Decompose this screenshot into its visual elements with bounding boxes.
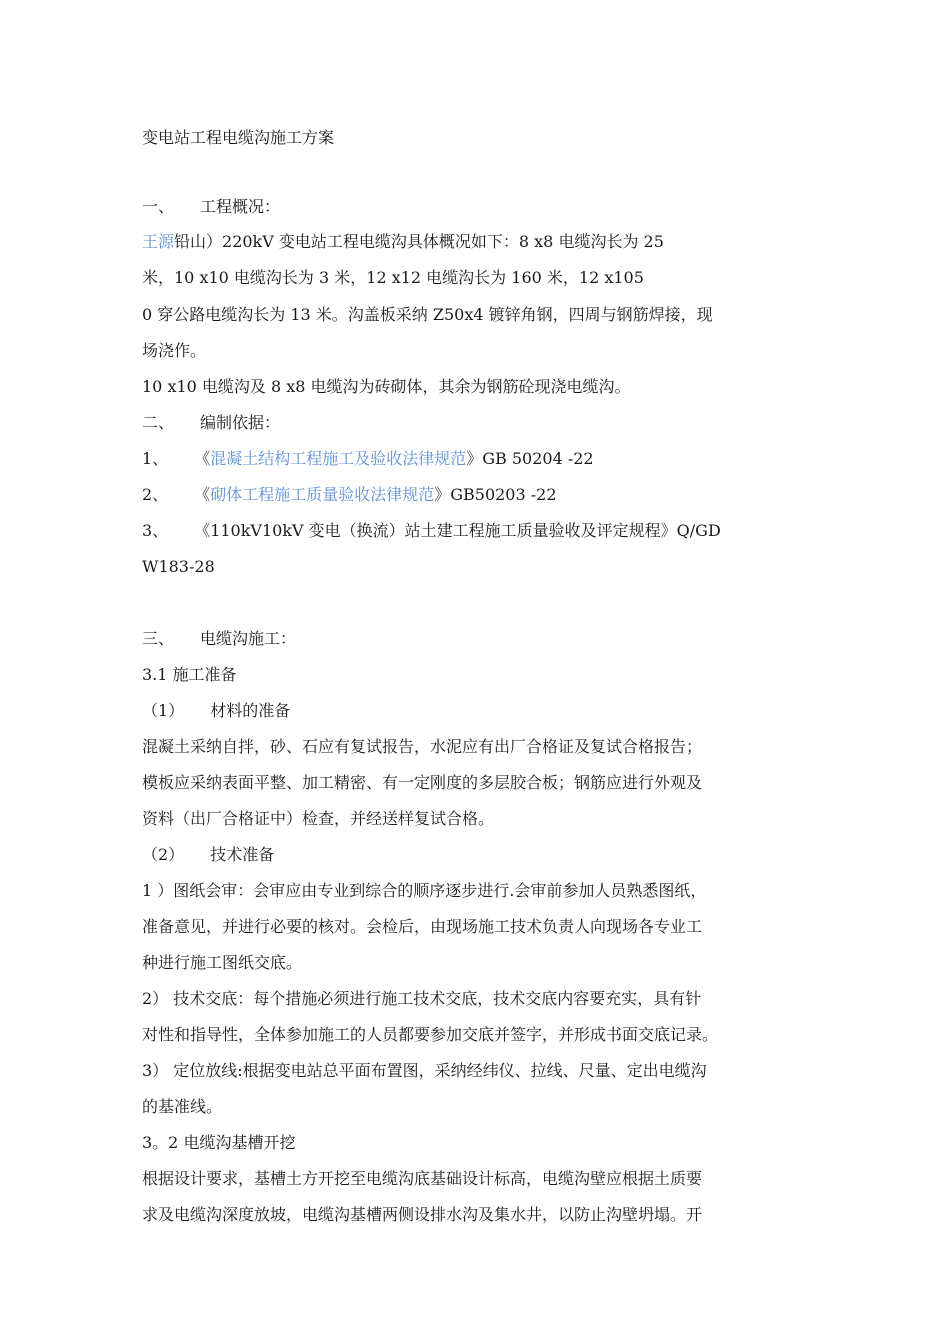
section-title: 电缆沟施工： — [200, 629, 297, 648]
paragraph-line: 场浇作。 — [142, 341, 207, 360]
paragraph-line: 求及电缆沟深度放坡，电缆沟基槽两侧设排水沟及集水井，以防止沟壁坍塌。开 — [142, 1205, 703, 1224]
reference-item-1: 1、 《混凝土结构工程施工及验收法律规范》GB 50204 -22 — [142, 449, 594, 468]
paragraph-line: 种进行施工图纸交底。 — [142, 953, 303, 972]
reference-item-3: 3、 《110kV10kV 变电（换流）站土建工程施工质量验收及评定规程》Q/GD — [142, 521, 721, 540]
paragraph-line: 混凝土采纳自拌，砂、石应有复试报告，水泥应有出厂合格证及复试合格报告； — [142, 737, 703, 756]
paragraph-line: 王源铅山）220kV 变电站工程电缆沟具体概况如下：8 x8 电缆沟长为 25 — [142, 232, 664, 251]
paragraph-line: 米，10 x10 电缆沟长为 3 米，12 x12 电缆沟长为 160 米，12 x105 — [142, 268, 644, 287]
inline-link[interactable]: 王源 — [142, 232, 175, 251]
paragraph-line: 准备意见，并进行必要的核对。会检后，由现场施工技术负责人向现场各专业工 — [142, 917, 703, 936]
section-number: 三、 — [142, 629, 175, 648]
reference-item-2: 2、 《砌体工程施工质量验收法律规范》GB50203 -22 — [142, 485, 557, 504]
reference-link[interactable]: 混凝土结构工程施工及验收法律规范 — [210, 449, 467, 468]
paragraph-line: 对性和指导性，全体参加施工的人员都要参加交底并签字，并形成书面交底记录。 — [142, 1025, 719, 1044]
sub-item-heading: （1） 材料的准备 — [142, 701, 291, 720]
paragraph-line: W183-28 — [142, 557, 215, 576]
paragraph-line: 0 穿公路电缆沟长为 13 米。沟盖板采纳 Z50x4 镀锌角钢，四周与钢筋焊接，现 — [142, 305, 713, 324]
paragraph-line: 模板应采纳表面平整、加工精密、有一定刚度的多层胶合板；钢筋应进行外观及 — [142, 773, 703, 792]
paragraph-line: 的基准线。 — [142, 1097, 223, 1116]
paragraph-line: 1 ）图纸会审：会审应由专业到综合的顺序逐步进行.会审前参加人员熟悉图纸， — [142, 881, 707, 900]
section-title: 编制依据： — [200, 413, 281, 432]
paragraph-line: 资料（出厂合格证中）检查，并经送样复试合格。 — [142, 809, 495, 828]
section-3-heading — [142, 629, 296, 649]
sub-item-heading: （2） 技术准备 — [142, 845, 275, 864]
section-2-heading — [142, 413, 280, 433]
section-title: 工程概况： — [200, 197, 281, 216]
section-1-heading — [142, 197, 280, 217]
reference-link[interactable]: 砌体工程施工质量验收法律规范 — [210, 485, 435, 504]
paragraph-line: 3） 定位放线:根据变电站总平面布置图，采纳经纬仪、拉线、尺量、定出电缆沟 — [142, 1061, 707, 1080]
paragraph-line: 2） 技术交底：每个措施必须进行施工技术交底，技术交底内容要充实，具有针 — [142, 989, 702, 1008]
section-number: 二、 — [142, 413, 175, 432]
section-number: 一、 — [142, 197, 175, 216]
paragraph-line: 10 x10 电缆沟及 8 x8 电缆沟为砖砌体，其余为钢筋砼现浇电缆沟。 — [142, 377, 631, 396]
paragraph-line: 根据设计要求，基槽土方开挖至电缆沟底基础设计标高，电缆沟壁应根据土质要 — [142, 1169, 703, 1188]
subsection-title: 3.1 施工准备 — [142, 665, 237, 684]
document-title: 变电站工程电缆沟施工方案 — [142, 128, 335, 147]
subsection-title: 3。2 电缆沟基槽开挖 — [142, 1133, 296, 1152]
